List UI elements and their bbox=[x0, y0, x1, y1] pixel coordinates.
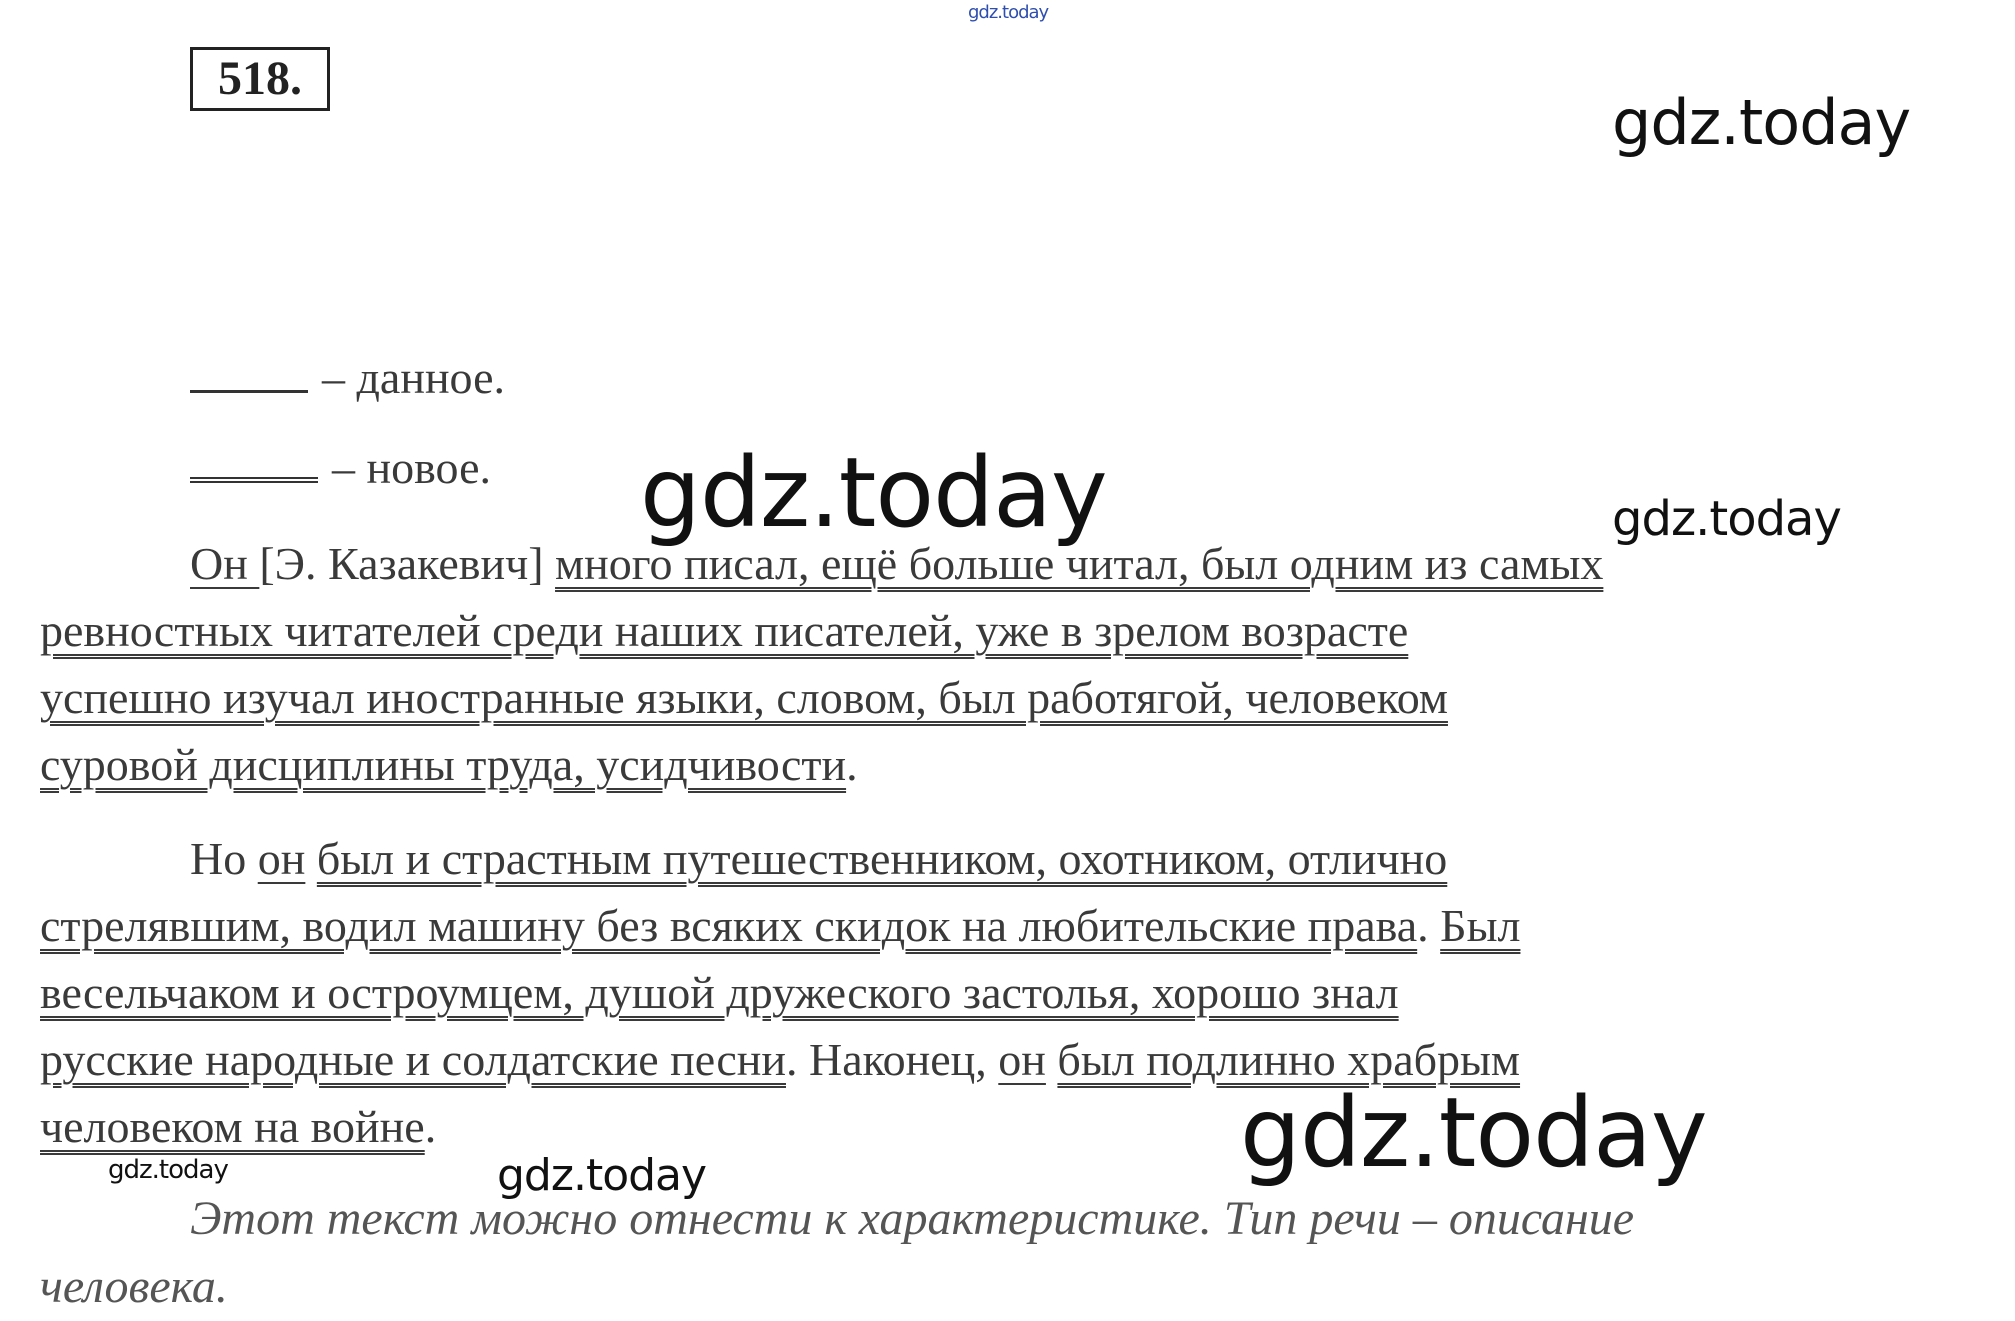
predicate-segment: суровой дисциплины труда, усидчивости bbox=[40, 739, 847, 790]
predicate-segment: был подлинно храбрым bbox=[1057, 1034, 1521, 1085]
text-segment: . bbox=[424, 1101, 437, 1152]
conclusion-line-1: Этот текст можно отнести к характеристике. Тип речи – описание bbox=[190, 1192, 1635, 1245]
exercise-number: 518. bbox=[190, 47, 330, 111]
predicate-segment: человеком на войне bbox=[40, 1101, 425, 1152]
text-line bbox=[40, 892, 1990, 959]
paragraph-1 bbox=[40, 530, 1990, 798]
conclusion bbox=[40, 1185, 2000, 1321]
watermark: gdz.today bbox=[1612, 86, 1911, 159]
watermark: gdz.today bbox=[640, 437, 1107, 549]
watermark: gdz.today bbox=[108, 1155, 228, 1185]
predicate-segment: Был bbox=[1440, 900, 1521, 951]
predicate-segment: стрелявшим, водил машину без всяких скидок на любительские права bbox=[40, 900, 1418, 951]
watermark-top: gdz.today bbox=[968, 2, 1049, 23]
text-segment bbox=[305, 833, 317, 884]
predicate-segment: был и страстным путешественником, охотником, отлично bbox=[316, 833, 1448, 884]
text-line bbox=[40, 597, 1990, 664]
watermark: gdz.today bbox=[497, 1150, 707, 1201]
watermark: gdz.today bbox=[1612, 491, 1841, 547]
legend-new bbox=[190, 442, 492, 493]
text-line bbox=[40, 959, 1990, 1026]
text-segment: . bbox=[1417, 900, 1441, 951]
text-line bbox=[40, 825, 1990, 892]
predicate-segment: много писал, ещё больше читал, был одним из самых bbox=[555, 538, 1604, 589]
predicate-segment: успешно изучал иностранные языки, словом, был работягой, человеком bbox=[40, 672, 1448, 723]
text-line bbox=[40, 731, 1990, 798]
text-segment: [Э. Казакевич] bbox=[259, 538, 556, 589]
double-underline-sample bbox=[190, 447, 318, 483]
text-line bbox=[40, 664, 1990, 731]
subject-segment: он bbox=[257, 833, 306, 884]
predicate-segment: весельчаком и остроумцем, душой дружеского застолья, хорошо знал bbox=[40, 967, 1399, 1018]
text-segment: . bbox=[846, 739, 858, 790]
text-segment: Но bbox=[190, 833, 258, 884]
legend-given bbox=[190, 352, 506, 403]
predicate-segment: ревностных читателей среди наших писателей, уже в зрелом возрасте bbox=[40, 605, 1409, 656]
single-underline-sample bbox=[190, 358, 308, 393]
legend-given-text: – данное. bbox=[322, 352, 506, 403]
watermark: gdz.today bbox=[1240, 1077, 1707, 1189]
conclusion-line-2: человека. bbox=[40, 1260, 228, 1313]
subject-segment: Он bbox=[190, 538, 260, 589]
legend-new-text: – новое. bbox=[332, 442, 492, 493]
text-segment: . Наконец, bbox=[785, 1034, 999, 1085]
predicate-segment: русские народные и солдатские песни bbox=[40, 1034, 786, 1085]
text-segment bbox=[1046, 1034, 1058, 1085]
subject-segment: он bbox=[998, 1034, 1046, 1085]
